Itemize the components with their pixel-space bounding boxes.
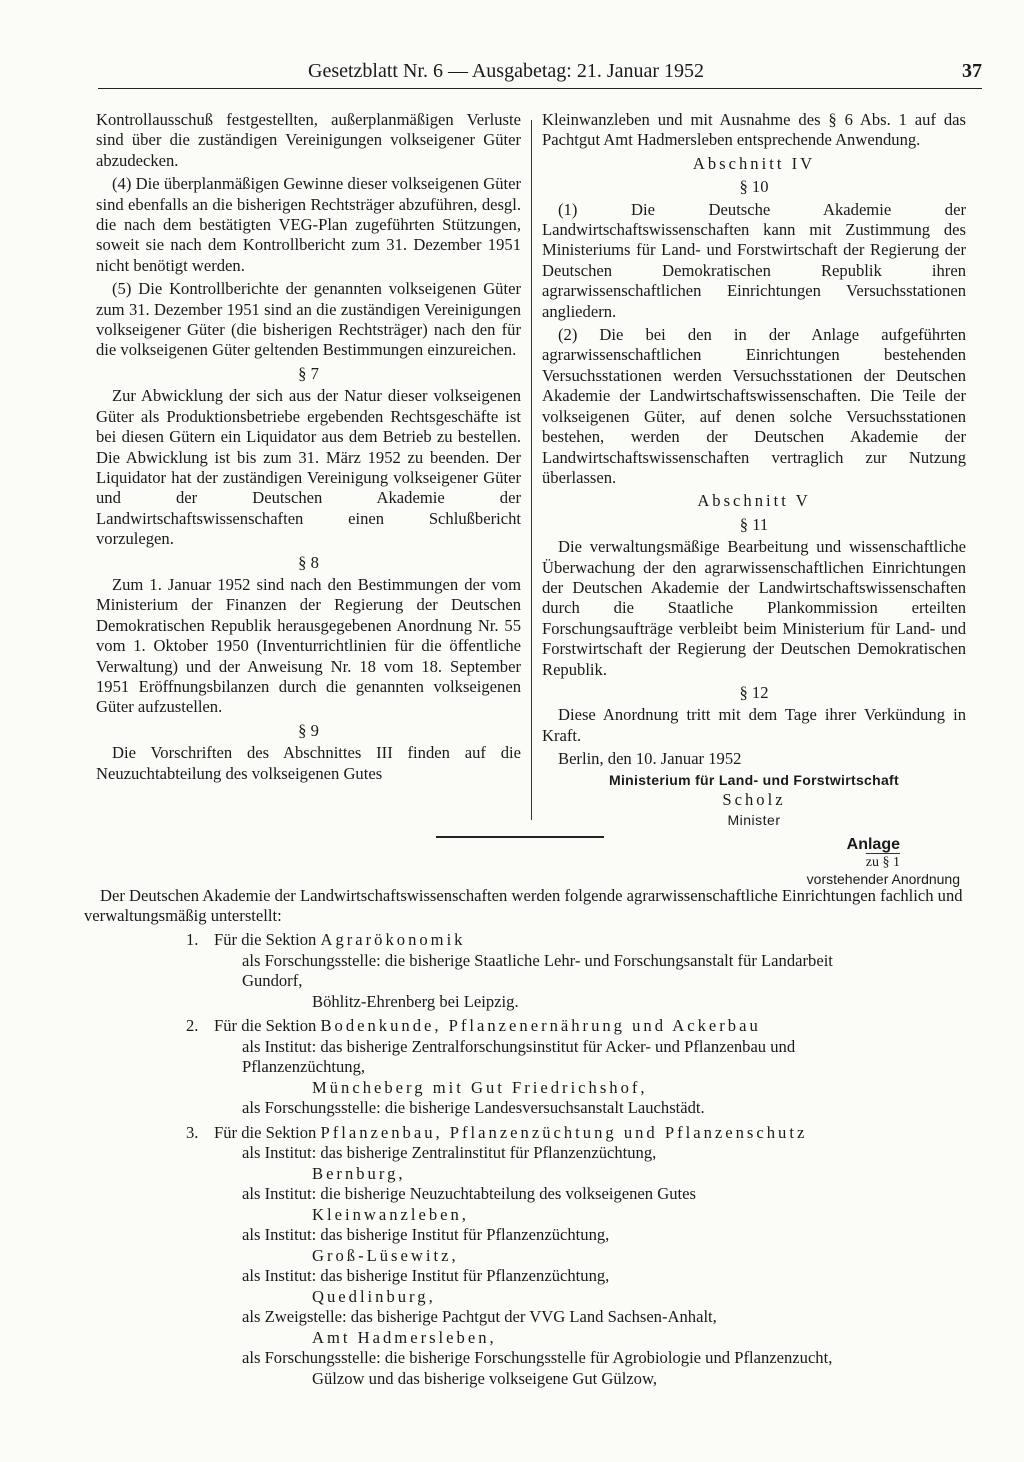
section-name: Pflanzenbau, Pflanzenzüchtung und Pflanzenschutz (320, 1122, 808, 1142)
entry-place: Gülzow und das bisherige volkseigene Gut Gülzow, (312, 1368, 658, 1388)
left-column (96, 110, 521, 787)
section-heading-8: § 8 (298, 552, 319, 572)
annex-intro (84, 886, 964, 926)
section-name: Bodenkunde, Pflanzenernährung und Ackerbau (320, 1016, 761, 1035)
entry-role: als Forschungsstelle: (242, 1098, 381, 1117)
entry-role: als Institut: (242, 1143, 317, 1162)
item-number: 2. (186, 1016, 199, 1035)
item-prefix: Für die Sektion (214, 930, 317, 949)
paragraph: Zum 1. Januar 1952 sind nach den Bestimmungen der vom Ministerium der Finanzen der Regierung der Deutschen Demokratischen Republik herausgegebenen Anordnung Nr. 55 vom 1. Oktober 1950 (Inventurrichtlinien für die öffentliche Verwaltung) und der Anweisung Nr. 18 vom 18. September 1951 Eröffnungsbilanzen durch die genannten volkseigenen Güter aufzustellen. (96, 574, 521, 717)
annex-context: vorstehender Anordnung (806, 871, 960, 887)
page-number: 37 (962, 60, 982, 82)
list-item (186, 1016, 856, 1119)
item-number: 1. (186, 930, 199, 949)
column-divider (531, 120, 532, 820)
paragraph: (1) Die Deutsche Akademie der Landwirtschaftswissenschaften kann mit Zustimmung des Ministeriums für Land- und Forstwirtschaft der Regierung der Deutschen Demokratischen Republik ihren agrarwissenschaftlichen Einrichtungen Versuchsstationen angliedern. (542, 199, 966, 321)
annex-label (760, 836, 960, 888)
chapter-heading-iv: Abschnitt IV (692, 153, 816, 173)
entry-place: Kleinwanzleben, (312, 1204, 469, 1224)
section-heading-12: § 12 (739, 682, 769, 702)
entry (186, 1225, 856, 1266)
entry-role: als Institut: (242, 1184, 317, 1203)
entry-text: die bisherige Neuzuchtabteilung des volkseigenen Gutes (320, 1184, 696, 1203)
entry-text: das bisherige Zentralforschungsinstitut für Acker- und Pflanzenbau und Pflanzenzüchtung, (242, 1036, 796, 1076)
entry (186, 1266, 856, 1307)
entry-role: als Forschungsstelle: (242, 950, 381, 970)
right-column (542, 110, 966, 831)
entry-place: Amt Hadmersleben, (312, 1327, 497, 1347)
ministry-name: Ministerium für Land- und Forstwirtschaft (609, 771, 899, 788)
section-heading-7: § 7 (298, 363, 319, 383)
entry (186, 951, 856, 1013)
institution-list (186, 930, 856, 1393)
place-and-date: Berlin, den 10. Januar 1952 (558, 749, 742, 769)
list-item (186, 930, 856, 1012)
page-header (98, 58, 982, 89)
entry (186, 1143, 856, 1184)
chapter-heading-v: Abschnitt V (697, 491, 811, 511)
paragraph: (2) Die bei den in der Anlage aufgeführten agrarwissenschaftlichen Einrichtungen bestehenden Versuchsstationen werden Versuchsstationen der Deutschen Akademie der Landwirtschaftswissenschaften. Die Teile der volkseigenen Güter, auf denen solche Versuchsstationen bestehen, werden der Deutschen Akademie der Landwirtschaftswissenschaften vertraglich zur Nutzung überlassen. (542, 325, 966, 487)
paragraph: Die Vorschriften des Abschnittes III finden auf die Neuzuchtabteilung des volkseigenen Gutes (96, 743, 521, 783)
entry (186, 1307, 856, 1348)
entry (186, 1184, 856, 1225)
paragraph: (4) Die überplanmäßigen Gewinne dieser volkseigenen Güter sind ebenfalls an die bisherigen Rechtsträger abzuführen, desgl. die nach dem bestätigten VEG-Plan zugeführten Stützungen, soweit sie nach dem Kontrollbericht zum 31. Dezember 1951 nicht benötigt werden. (96, 174, 521, 275)
entry-place: Müncheberg mit Gut Friedrichshof, (312, 1077, 648, 1097)
signatory-title: Minister (727, 812, 781, 829)
entry-text: das bisherige Zentralinstitut für Pflanzenzüchtung, (320, 1143, 657, 1162)
entry (186, 1037, 856, 1099)
section-heading-11: § 11 (739, 514, 769, 534)
entry-role: als Zweigstelle: (242, 1307, 347, 1326)
entry-role: als Forschungsstelle: (242, 1348, 381, 1367)
entry-place: Groß-Lüsewitz, (312, 1245, 459, 1265)
item-prefix: Für die Sektion (214, 1016, 317, 1035)
signatory-name: Scholz (722, 790, 786, 809)
entry-place: Quedlinburg, (312, 1286, 436, 1306)
entry-text: die bisherige Staatliche Lehr- und Forschungsanstalt für Landarbeit Gundorf, (242, 950, 833, 990)
annex-intro-text: Der Deutschen Akademie der Landwirtschaftswissenschaften werden folgende agrarwissenschaftliche Einrichtungen fachlich und verwaltungsmäßig unterstellt: (84, 886, 963, 925)
paragraph: Die verwaltungsmäßige Bearbeitung und wissenschaftliche Überwachung der den agrarwissenschaftlichen Einrichtungen der Deutschen Akademie der Landwirtschaftswissenschaften durch die Staatliche Plankommission erteilten Forschungsaufträge verbleibt beim Ministerium für Land- und Forstwirtschaft der Regierung der Deutschen Demokratischen Republik. (542, 537, 966, 679)
annex-heading: Anlage (846, 836, 900, 853)
section-heading-10: § 10 (739, 177, 769, 197)
entry-place: Böhlitz-Ehrenberg bei Leipzig. (312, 991, 519, 1011)
entry (186, 1098, 856, 1119)
paragraph: Diese Anordnung tritt mit dem Tage ihrer Verkündung in Kraft. (542, 705, 966, 745)
entry-role: als Institut: (242, 1225, 317, 1244)
paragraph: Kleinwanzleben und mit Ausnahme des § 6 Abs. 1 auf das Pachtgut Amt Hadmersleben entsprechende Anwendung. (542, 110, 966, 150)
entry-role: als Institut: (242, 1266, 317, 1285)
paragraph: Kontrollausschuß festgestellten, außerplanmäßigen Verluste sind über die zuständigen Vereinigungen volkseigener Güter abzudecken. (96, 110, 521, 170)
entry-text: die bisherige Landesversuchsanstalt Lauchstädt. (384, 1098, 705, 1117)
entry-role: als Institut: (242, 1036, 317, 1056)
entry (186, 1348, 856, 1389)
list-item (186, 1123, 856, 1390)
entry-text: das bisherige Institut für Pflanzenzüchtung, (320, 1225, 610, 1244)
entry-text: die bisherige Forschungsstelle für Agrobiologie und Pflanzenzucht, (384, 1348, 833, 1367)
annex-reference: zu § 1 (865, 855, 900, 870)
separator-rule (436, 836, 604, 838)
section-name: Agrarökonomik (320, 930, 466, 949)
section-heading-9: § 9 (298, 720, 319, 740)
gazette-title: Gesetzblatt Nr. 6 — Ausgabetag: 21. Januar 1952 (308, 60, 705, 82)
paragraph: Zur Abwicklung der sich aus der Natur dieser volkseigenen Güter als Produktionsbetriebe ergebenden Rechtsgeschäfte ist bei diesen Gütern ein Liquidator aus dem Betrieb zu bestellen. Die Abwicklung ist bis zum 31. März 1952 zu beenden. Der Liquidator hat der zuständigen Vereinigung volkseigener Güter und der Deutschen Akademie der Landwirtschaftswissenschaften einen Schlußbericht vorzulegen. (96, 386, 521, 549)
item-number: 3. (186, 1122, 199, 1142)
entry-text: das bisherige Institut für Pflanzenzüchtung, (320, 1266, 610, 1285)
entry-place: Bernburg, (312, 1163, 406, 1183)
paragraph: (5) Die Kontrollberichte der genannten volkseigenen Güter zum 31. Dezember 1951 sind an die zuständigen Vereinigungen volkseigener Güter (die bisherigen Rechtsträger) nach den für die volkseigenen Güter geltenden Bestimmungen einzureichen. (96, 279, 521, 360)
item-prefix: Für die Sektion (214, 1122, 317, 1142)
entry-text: das bisherige Pachtgut der VVG Land Sachsen-Anhalt, (350, 1307, 717, 1326)
